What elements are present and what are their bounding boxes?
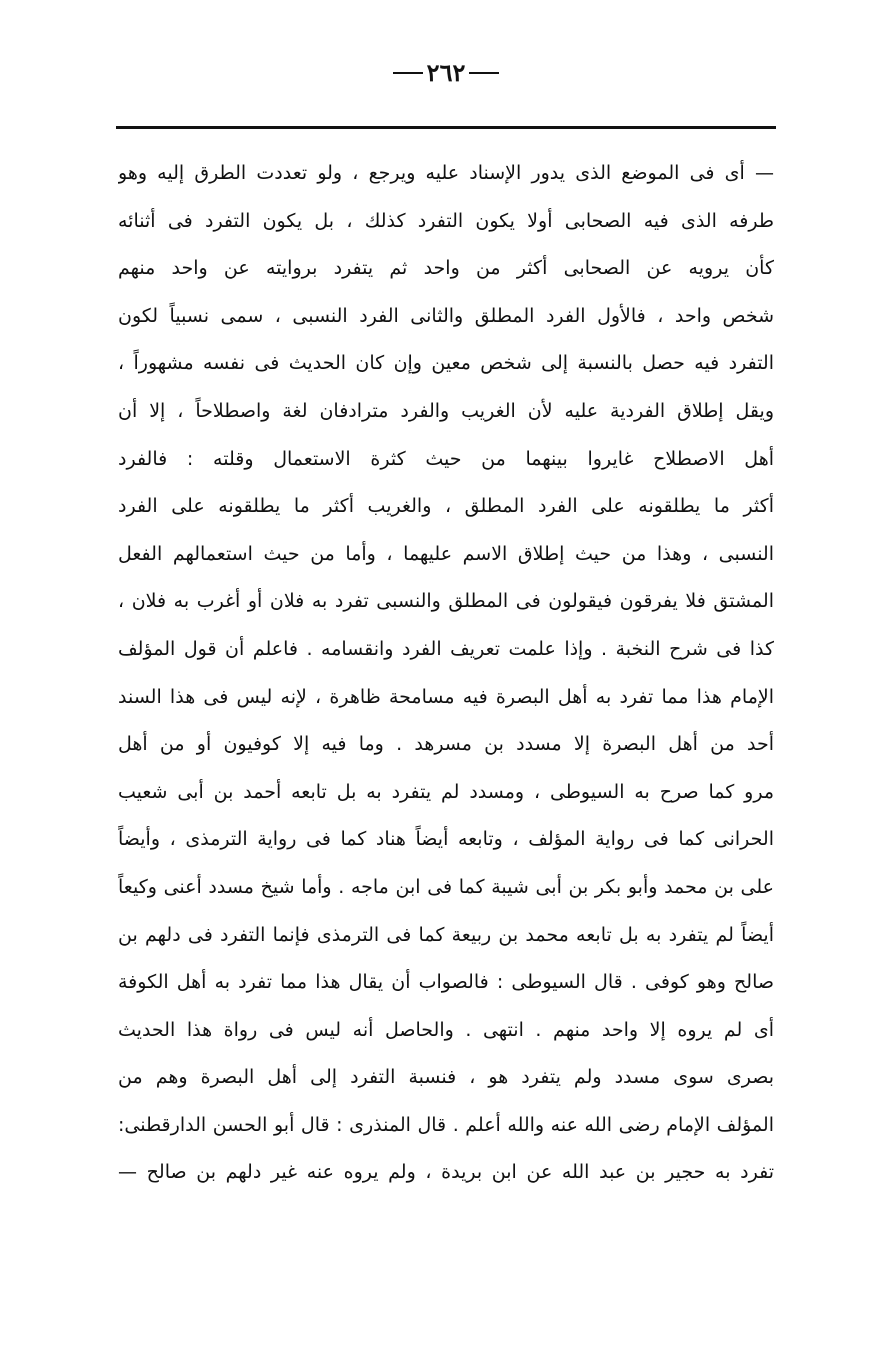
text-line: أى لم يروه إلا واحد منهم . انتهى . والحاصل أنه ليس فى رواة هذا الحديث [118, 1018, 774, 1041]
text-line: طرفه الذى فيه الصحابى أولا يكون التفرد كذلك ، بل يكون التفرد فى أثنائه [118, 209, 774, 232]
text-line: مرو كما صرح به السيوطى ، ومسدد لم يتفرد به بل تابعه أحمد بن أبى شعيب [118, 780, 774, 803]
text-line: أكثر ما يطلقونه على الفرد المطلق ، والغريب أكثر ما يطلقونه على الفرد [118, 495, 774, 518]
text-line: أيضاً لم يتفرد به بل تابعه محمد بن ربيعة كما فى الترمذى فإنما التفرد فى دلهم بن [118, 923, 774, 946]
page-header [0, 58, 892, 88]
text-line: التفرد فيه حصل بالنسبة إلى شخص معين وإن كان الحديث فى نفسه مشهوراً ، [118, 352, 774, 375]
text-line: النسبى ، وهذا من حيث إطلاق الاسم عليهما ، وأما من حيث استعمالهم الفعل [118, 542, 774, 565]
text-line: كذا فى شرح النخبة . وإذا علمت تعريف الفرد وانقسامه . فاعلم أن قول المؤلف [118, 637, 774, 660]
text-line: بصرى سوى مسدد ولم يتفرد هو ، فنسبة التفرد إلى أهل البصرة وهم من [118, 1066, 774, 1089]
text-line: الحرانى كما فى رواية المؤلف ، وتابعه أيضاً هناد كما فى رواية الترمذى ، وأيضاً [118, 828, 774, 851]
text-line: ويقل إطلاق الفردية عليه لأن الغريب والفرد مترادفان لغة واصطلاحاً ، إلا أن [118, 399, 774, 422]
text-line: أهل الاصطلاح غايروا بينهما من حيث كثرة الاستعمال وقلته : فالفرد [118, 447, 774, 470]
text-line: الإمام هذا مما تفرد به أهل البصرة فيه مسامحة ظاهرة ، لإنه ليس فى هذا السند [118, 685, 774, 708]
text-line: صالح وهو كوفى . قال السيوطى : فالصواب أن يقال هذا مما تفرد به أهل الكوفة [118, 971, 774, 994]
text-line: أحد من أهل البصرة إلا مسدد بن مسرهد . وما فيه إلا كوفيون أو من أهل [118, 733, 774, 756]
text-line: على بن محمد وأبو بكر بن أبى شيبة كما فى ابن ماجه . وأما شيخ مسدد أعنى وكيعاً [118, 875, 774, 898]
text-line: المؤلف الإمام رضى الله عنه والله أعلم . قال المنذرى : قال أبو الحسن الدارقطنى: [118, 1113, 774, 1136]
text-line: شخص واحد ، فالأول الفرد المطلق والثانى الفرد النسبى ، سمى نسبياً لكون [118, 304, 774, 327]
text-line: المشتق فلا يفرقون فيقولون فى المطلق والنسبى تفرد به فلان أو أغرب به فلان ، [118, 590, 774, 613]
page-number: ٢٦٢ [426, 58, 466, 87]
text-line: — أى فى الموضع الذى يدور الإسناد عليه ويرجع ، ولو تعددت الطرق إليه وهو [118, 162, 774, 184]
header-dash-left [393, 72, 423, 74]
text-line: كأن يرويه عن الصحابى أكثر من واحد ثم يتفرد بروايته عن واحد منهم [118, 257, 774, 280]
header-rule [116, 126, 776, 129]
text-line: تفرد به حجير بن عبد الله عن ابن بريدة ، ولم يروه عنه غير دلهم بن صالح — [118, 1161, 774, 1184]
commentary-text [118, 150, 774, 1197]
header-dash-right [469, 72, 499, 74]
